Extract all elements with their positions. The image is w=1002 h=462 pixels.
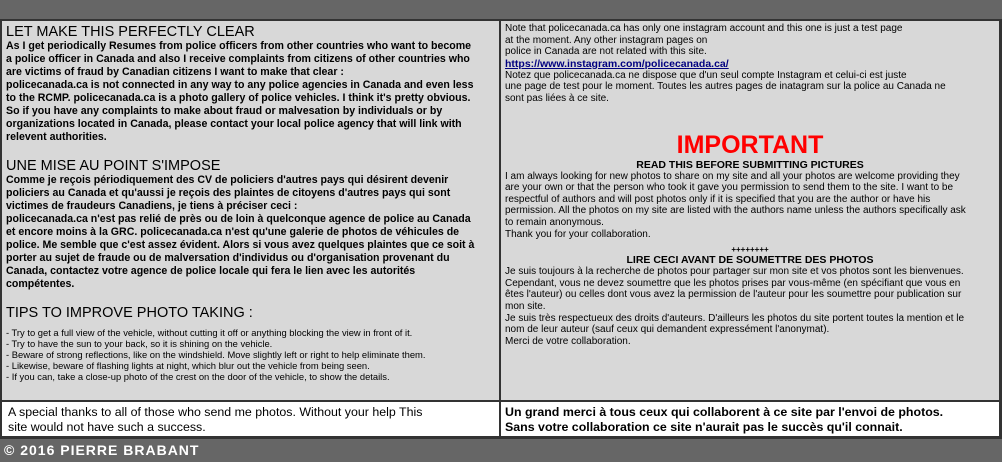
text-line: policiers au Canada et qu'aussi je reçois des plaintes de citoyens d'autres pays qui sont bbox=[6, 187, 451, 199]
thanks-line: Un grand merci à tous ceux qui collaborent à ce site par l'envoi de photos. bbox=[505, 405, 944, 419]
notice-cell-right bbox=[501, 21, 999, 400]
notice-cell-left bbox=[2, 21, 499, 400]
tip-item: - Try to get a full view of the vehicle, without cutting it off or anything blocking the view in front of it. bbox=[6, 327, 413, 338]
text-line: compétentes. bbox=[6, 278, 75, 290]
text-line: I am always looking for new photos to share on my site and all your photos are welcome providing they bbox=[505, 170, 960, 182]
tip-item: - Beware of strong reflections, like on the windshield. Move slightly left or right to help eliminate them. bbox=[6, 349, 426, 360]
tip-item: - If you can, take a close-up photo of the crest on the door of the vehicle, to show the details. bbox=[6, 371, 390, 382]
read-before-heading: READ THIS BEFORE SUBMITTING PICTURES bbox=[636, 158, 864, 171]
footer-bar bbox=[0, 439, 1002, 462]
section-title-clear: LET MAKE THIS PERFECTLY CLEAR bbox=[6, 24, 255, 40]
text-line: porter au sujet de fraude ou de malversation d'individus ou d'organisation provenant du bbox=[6, 252, 450, 264]
section-title-mise-au-point: UNE MISE AU POINT S'IMPOSE bbox=[6, 158, 221, 174]
text-line: Je suis très respectueux des droits d'auteurs. D'ailleurs les photos du site portent toutes la mention et le bbox=[505, 312, 965, 324]
section-title-tips: TIPS TO IMPROVE PHOTO TAKING : bbox=[6, 305, 253, 321]
text-line: êtes l'auteur) ou celles dont vous avez la permission de l'auteur pour les soumettre pour publication sur bbox=[505, 289, 962, 301]
text-line: As I get periodically Resumes from police officers from other countries who want to become bbox=[6, 40, 472, 52]
spacer bbox=[6, 291, 495, 305]
copyright-text: © 2016 PIERRE BRABANT bbox=[4, 442, 200, 458]
text-line: Je suis toujours à la recherche de photos pour partager sur mon site et vos photos sont les bienvenues. bbox=[505, 266, 964, 278]
text-line: Comme je reçois périodiquement des CV de policiers d'autres pays qui désirent devenir bbox=[6, 174, 449, 186]
text-line: policecanada.ca is not connected in any way to any police agencies in Canada and even less bbox=[6, 79, 474, 91]
text-line: a police officer in Canada and also I receive complaints from citizens of other countries who bbox=[6, 53, 470, 65]
text-line: Note that policecanada.ca has only one instagram account and this one is just a test page bbox=[505, 23, 903, 34]
text-line: relevent authorities. bbox=[6, 131, 107, 143]
thanks-line: site would not have such a success. bbox=[8, 419, 206, 434]
text-line: policecanada.ca n'est pas relié de près ou de loin à quelconque agence de police au Canada bbox=[6, 213, 471, 225]
text-line: police in Canada are not related with this site. bbox=[505, 46, 707, 58]
important-heading: IMPORTANT bbox=[676, 130, 824, 159]
thanks-line: Sans votre collaboration ce site n'aurait pas le succès qu'il connait. bbox=[505, 419, 903, 434]
thanks-cell-english bbox=[2, 402, 499, 436]
lire-ceci-heading: LIRE CECI AVANT DE SOUMETTRE DES PHOTOS bbox=[626, 254, 874, 267]
text-line: Canada, contactez votre agence de police locale qui fera le lien avec les autorités bbox=[6, 265, 416, 277]
thanks-cell-french bbox=[501, 402, 999, 436]
spacer bbox=[505, 105, 995, 131]
text-line: Thank you for your collaboration. bbox=[505, 228, 651, 240]
text-line: et encore moins à la GRC. policecanada.ca n'est qu'une galerie de photos de véhicules de bbox=[6, 226, 460, 238]
instagram-link[interactable]: https://www.instagram.com/policecanada.ca/ bbox=[505, 57, 729, 70]
text-line: So if you have any complaints to make about fraud or malvesation by individuals or by bbox=[6, 105, 443, 117]
text-line: are your own or that the person who took it gave you permission to send them to the site. I want to be bbox=[505, 182, 954, 194]
text-line: at the moment. Any other instagram pages on bbox=[505, 34, 708, 46]
top-bar bbox=[0, 0, 1002, 19]
tip-item: - Likewise, beware of flashing lights at night, which blur out the vehicle from being seen. bbox=[6, 360, 370, 371]
text-line: mon site. bbox=[505, 300, 546, 312]
text-line: respectful of authors and will post photos only if it is specified that you are the author or have his bbox=[505, 193, 931, 205]
text-line: Notez que policecanada.ca ne dispose que d'un seul compte Instagram et celui-ci est juste bbox=[505, 69, 907, 81]
text-line: Cependant, vous ne devez soumettre que les photos prises par vous-même (en spécifiant que vous en bbox=[505, 277, 961, 289]
thanks-line: A special thanks to all of those who send me photos. Without your help This bbox=[8, 405, 423, 419]
text-line: victimes de fraudeurs Canadiens, je tiens à préciser ceci : bbox=[6, 200, 298, 212]
text-line: to remain anonymous. bbox=[505, 216, 604, 228]
content-table bbox=[0, 19, 1002, 439]
text-line: Merci de votre collaboration. bbox=[505, 335, 631, 347]
tip-item: - Try to have the sun to your back, so it is shining on the vehicle. bbox=[6, 338, 273, 349]
spacer bbox=[6, 144, 495, 158]
text-line: organizations located in Canada, please contact your local police agency that will link with bbox=[6, 118, 462, 130]
text-line: police. Me semble que c'est assez évident. Alors si vous avez quelques plaintes que ce soit à bbox=[6, 239, 475, 251]
separator: ++++++++ bbox=[731, 245, 769, 255]
text-line: une page de test pour le moment. Toutes les autres pages de inatagram sur la police au Canada ne bbox=[505, 81, 946, 93]
text-line: to the RCMP. policecanada.ca is a photo gallery of police vehicles. I think it's pretty obvious. bbox=[6, 92, 471, 104]
text-line: permission. All the photos on my site are listed with the authors name unless the authors specifically ask bbox=[505, 205, 966, 217]
text-line: nom de leur auteur (sauf ceux qui demandent expressément l'anonymat). bbox=[505, 324, 830, 336]
text-line: are victims of fraud by Canadian citizens I want to make that clear : bbox=[6, 66, 344, 78]
text-line: sont pas liées à ce site. bbox=[505, 92, 609, 104]
